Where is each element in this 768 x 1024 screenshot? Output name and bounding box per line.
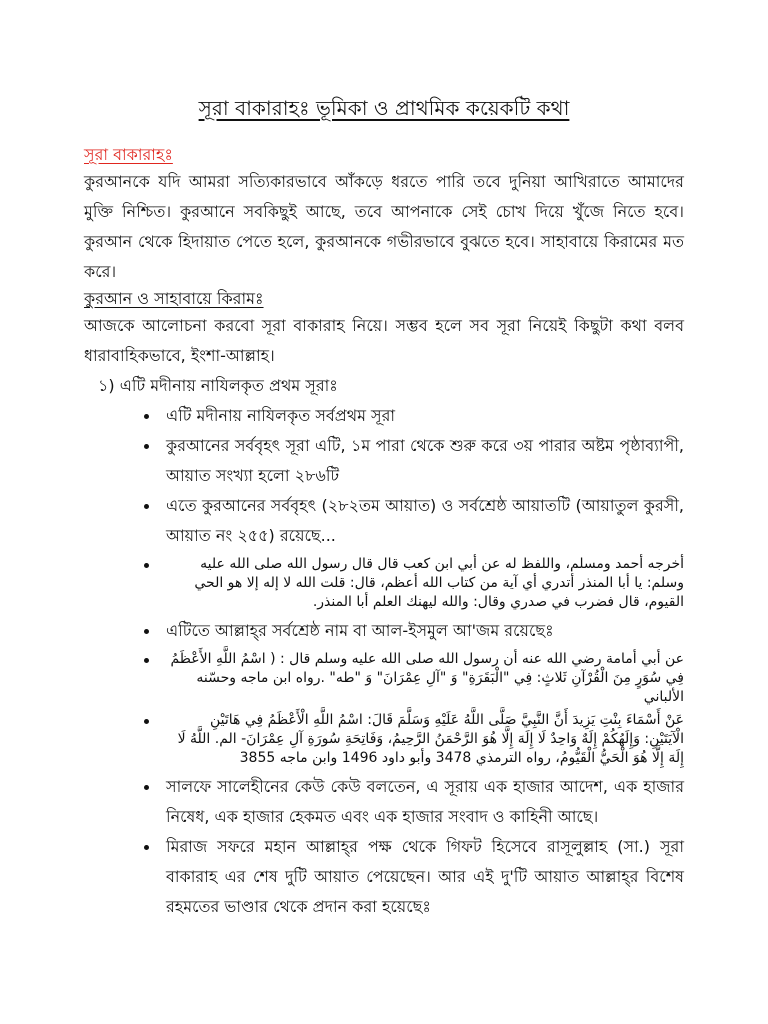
section-paragraph-intro: কুরআনকে যদি আমরা সত্যিকারভাবে আঁকড়ে ধরতে পারি তবে দুনিয়া আখিরাতে আমাদের মুক্তি নিশ্চিত। কুরআনে সবকিছুই আছে, তবে আপনাকে সেই চোখ দিয়ে খুঁজে নিতে হবে। কুরআন থেকে হিদায়াত পেতে হলে, কুরআনকে গভীরভাবে বুঝতে হবে। সাহাবায়ে কিরামের মত করে। <box>84 172 684 281</box>
list-item <box>144 401 684 431</box>
list-item <box>144 832 684 922</box>
list-item-text: عَنْ أَسْمَاءَ بِنْتِ يَزِيدَ أَنَّ النَّبِيَّ صَلَّى اللَّهُ عَلَيْهِ وَسَلَّمَ قَالَ: اسْمُ اللَّهِ الْأَعْظَمُ فِي هَاتَيْنِ الْآيَتَيْنِ: وَإِلَهُكُمْ إِلَهٌ وَاحِدٌ لَا إِلَهَ إِلَّا هُوَ الرَّحْمَنُ الرَّحِيمُ، وَفَاتِحَةِ سُورَةِ آلِ عِمْرَانَ- الم. اللَّهُ لَا إِلَهَ إِلَّا هُوَ الْحَيُّ الْقَيُّومُ، رواه الترمذي 3478 وأبو داود 1496 وابن ماجه 3855 <box>177 712 684 766</box>
bullet-list <box>84 401 684 922</box>
bullet-dot-icon <box>144 845 149 850</box>
section-paragraph-discussion: আজকে আলোচনা করবো সূরা বাকারাহ নিয়ে। সম্ভব হলে সব সূরা নিয়েই কিছুটা কথা বলব ধারাবাহিকভাবে, ইংশা-আল্লাহ। <box>84 316 684 365</box>
list-item <box>144 650 684 707</box>
list-item-text: أخرجه أحمد ومسلم، واللفظ له عن أبي ابن كعب قال قال رسول الله صلى الله عليه وسلم: يا أبا المنذر أتدري أي آية من كتاب الله أعظم، قال: قلت الله لا إله إلا هو الحي القيوم، قال فضرب في صدري وقال: والله ليهنك العلم أبا المنذر. <box>194 556 684 610</box>
bullet-dot-icon <box>144 504 149 509</box>
list-item-text: এটি মদীনায় নাযিলকৃত সর্বপ্রথম সূরা <box>166 406 396 425</box>
list-item <box>144 491 684 551</box>
bullet-dot-icon <box>144 629 149 634</box>
section-heading-quran-sahaba: কুরআন ও সাহাবায়ে কিরামঃ <box>84 289 264 308</box>
list-item-text: কুরআনের সর্ববৃহৎ সূরা এটি, ১ম পারা থেকে শুরু করে ৩য় পারার অষ্টম পৃষ্ঠাব্যাপী, আয়াত সংখ্যা হলো ২৮৬টি <box>166 436 684 485</box>
section-heading-surah-baqarah: সূরা বাকারাহঃ <box>84 145 173 164</box>
bullet-dot-icon <box>144 658 149 663</box>
list-item-text: عن أبي أمامة رضي الله عنه أن رسول الله صلى الله عليه وسلم قال : ( اسْمُ اللَّهِ الأَعْظَمُ فِي سُوَرٍ مِنَ الْقُرْآنِ ثَلاثٍ: فِي "الْبَقَرَةِ" وَ "آلِ عِمْرَانَ" وَ "طه" .رواه ابن ماجه وحسّنه الألباني <box>170 651 684 705</box>
list-item-text: মিরাজ সফরে মহান আল্লাহ্‌র পক্ষ থেকে গিফট হিসেবে রাসূলুল্লাহ (সা.) সূরা বাকারাহ এর শেষ দুটি আয়াত পেয়েছেন। আর এই দু'টি আয়াত আল্লাহ্‌র বিশেষ রহমতের ভাণ্ডার থেকে প্রদান করা হয়েছেঃ <box>166 837 684 916</box>
list-item <box>144 711 684 768</box>
list-item <box>144 772 684 832</box>
bullet-dot-icon <box>144 785 149 790</box>
list-item-text: সালফে সালেহীনের কেউ কেউ বলতেন, এ সূরায় এক হাজার আদেশ, এক হাজার নিষেধ, এক হাজার হেকমত এবং এক হাজার সংবাদ ও কাহিনী আছে। <box>166 777 684 826</box>
numbered-point-1: ১) এটি মদীনায় নাযিলকৃত প্রথম সূরাঃ <box>98 376 338 395</box>
page-title: সূরা বাকারাহঃ ভূমিকা ও প্রাথমিক কয়েকটি কথা <box>198 96 570 120</box>
list-item-text: এতে কুরআনের সর্ববৃহৎ (২৮২তম আয়াত) ও সর্বশ্রেষ্ঠ আয়াতটি (আয়াতুল কুরসী, আয়াত নং ২৫৫) রয়েছে... <box>166 496 684 545</box>
list-item <box>144 616 684 646</box>
list-item <box>144 431 684 491</box>
bullet-dot-icon <box>144 444 149 449</box>
list-item <box>144 555 684 612</box>
list-item-text: এটিতে আল্লাহ্‌র সর্বশ্রেষ্ঠ নাম বা আল-ইসমুল আ'জম রয়েছেঃ <box>166 621 554 640</box>
bullet-dot-icon <box>144 414 149 419</box>
bullet-dot-icon <box>144 719 149 724</box>
bullet-dot-icon <box>144 563 149 568</box>
